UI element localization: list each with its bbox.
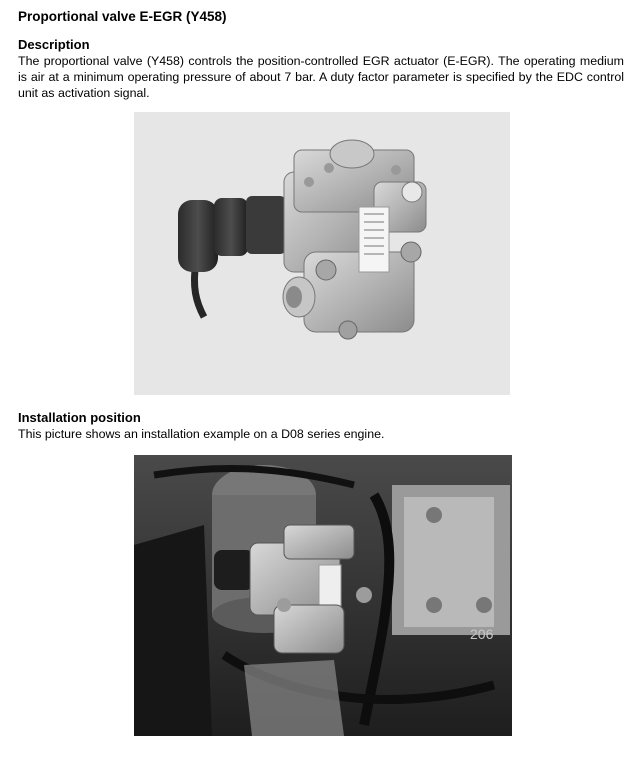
description-text: The proportional valve (Y458) controls the position-controlled EGR actuator (E-EGR). The operating medium is air at a minimum operating pressure of about 7 bar. A duty factor parameter is specified by the EDC control unit as activation signal. — [18, 54, 624, 100]
engine-stamp-text: 206 — [470, 626, 494, 642]
section-heading-installation: Installation position — [18, 410, 141, 425]
page-title: Proportional valve E-EGR (Y458) — [18, 9, 227, 24]
engine-illustration — [134, 455, 512, 736]
section-heading-description: Description — [18, 37, 90, 52]
valve-photo — [134, 112, 510, 395]
valve-illustration — [134, 112, 510, 395]
installation-text: This picture shows an installation example on a D08 series engine. — [18, 427, 385, 441]
engine-installation-photo — [134, 455, 512, 736]
